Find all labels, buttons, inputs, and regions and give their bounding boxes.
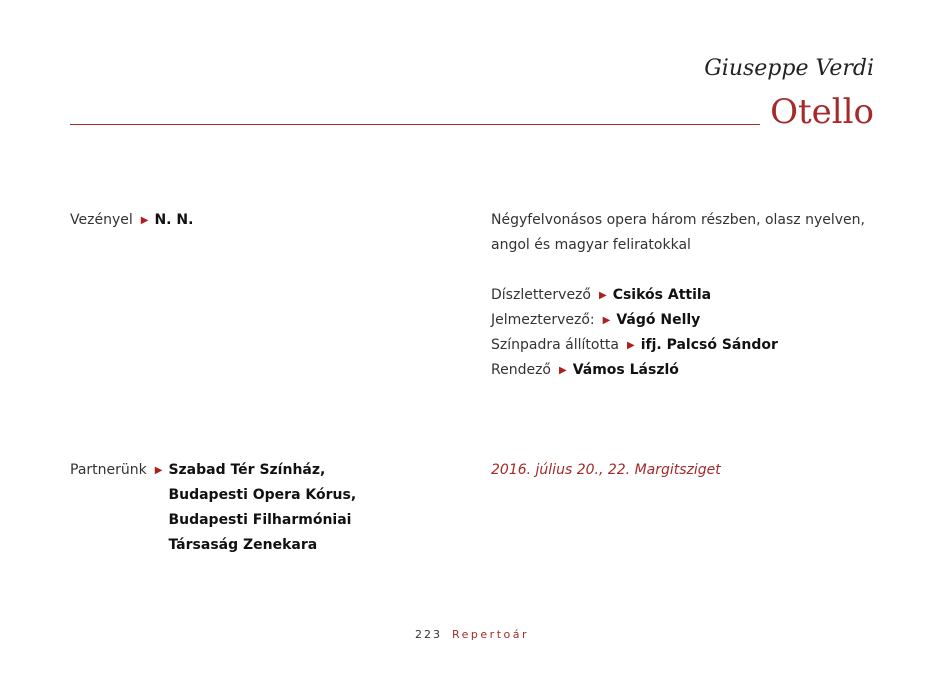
triangle-right-icon: ▶ <box>140 215 149 226</box>
performance-date: 2016. július 20., 22. Margitsziget <box>491 462 721 478</box>
credit-label: Jelmeztervező: <box>491 312 595 328</box>
credit-item <box>491 283 778 308</box>
triangle-right-icon: ▶ <box>559 365 567 376</box>
triangle-right-icon: ▶ <box>598 290 607 301</box>
title-row <box>70 90 874 134</box>
section-name: Repertoár <box>452 628 529 641</box>
conductor-label: Vezényel <box>70 212 133 228</box>
page-number: 223 <box>415 628 442 641</box>
credit-item <box>491 308 778 333</box>
partner-item: Budapesti Filharmóniai <box>168 512 352 528</box>
credit-item <box>491 358 778 383</box>
page-title: Otello <box>770 92 874 132</box>
credit-value: Csikós Attila <box>612 287 712 303</box>
credits-list <box>491 283 778 383</box>
credit-label: Díszlettervező <box>491 287 591 303</box>
opera-description <box>491 208 865 258</box>
partner-item: Budapesti Opera Kórus, <box>168 487 357 503</box>
credit-value: Vágó Nelly <box>616 312 701 328</box>
partner-list <box>168 458 356 558</box>
credit-label: Színpadra állította <box>491 337 619 353</box>
credit-item <box>491 333 778 358</box>
credit-value: Vámos László <box>572 362 679 378</box>
description-line: Négyfelvonásos opera három részben, olasz nyelven, <box>491 212 865 228</box>
triangle-right-icon: ▶ <box>627 340 635 351</box>
partner-label: Partnerünk <box>70 462 147 478</box>
page-footer <box>0 628 944 641</box>
partner-item: Társaság Zenekara <box>168 537 318 553</box>
description-line: angol és magyar feliratokkal <box>491 237 691 253</box>
partner-item: Szabad Tér Színház, <box>168 462 326 478</box>
partner-block <box>70 458 356 558</box>
title-divider <box>70 124 760 125</box>
composer-name: Giuseppe Verdi <box>704 56 874 81</box>
conductor-value: N. N. <box>154 212 194 228</box>
credit-label: Rendező <box>491 362 551 378</box>
credit-value: ifj. Palcsó Sándor <box>640 337 778 353</box>
conductor-line <box>70 208 193 233</box>
triangle-right-icon: ▶ <box>154 465 163 476</box>
triangle-right-icon: ▶ <box>602 315 611 326</box>
